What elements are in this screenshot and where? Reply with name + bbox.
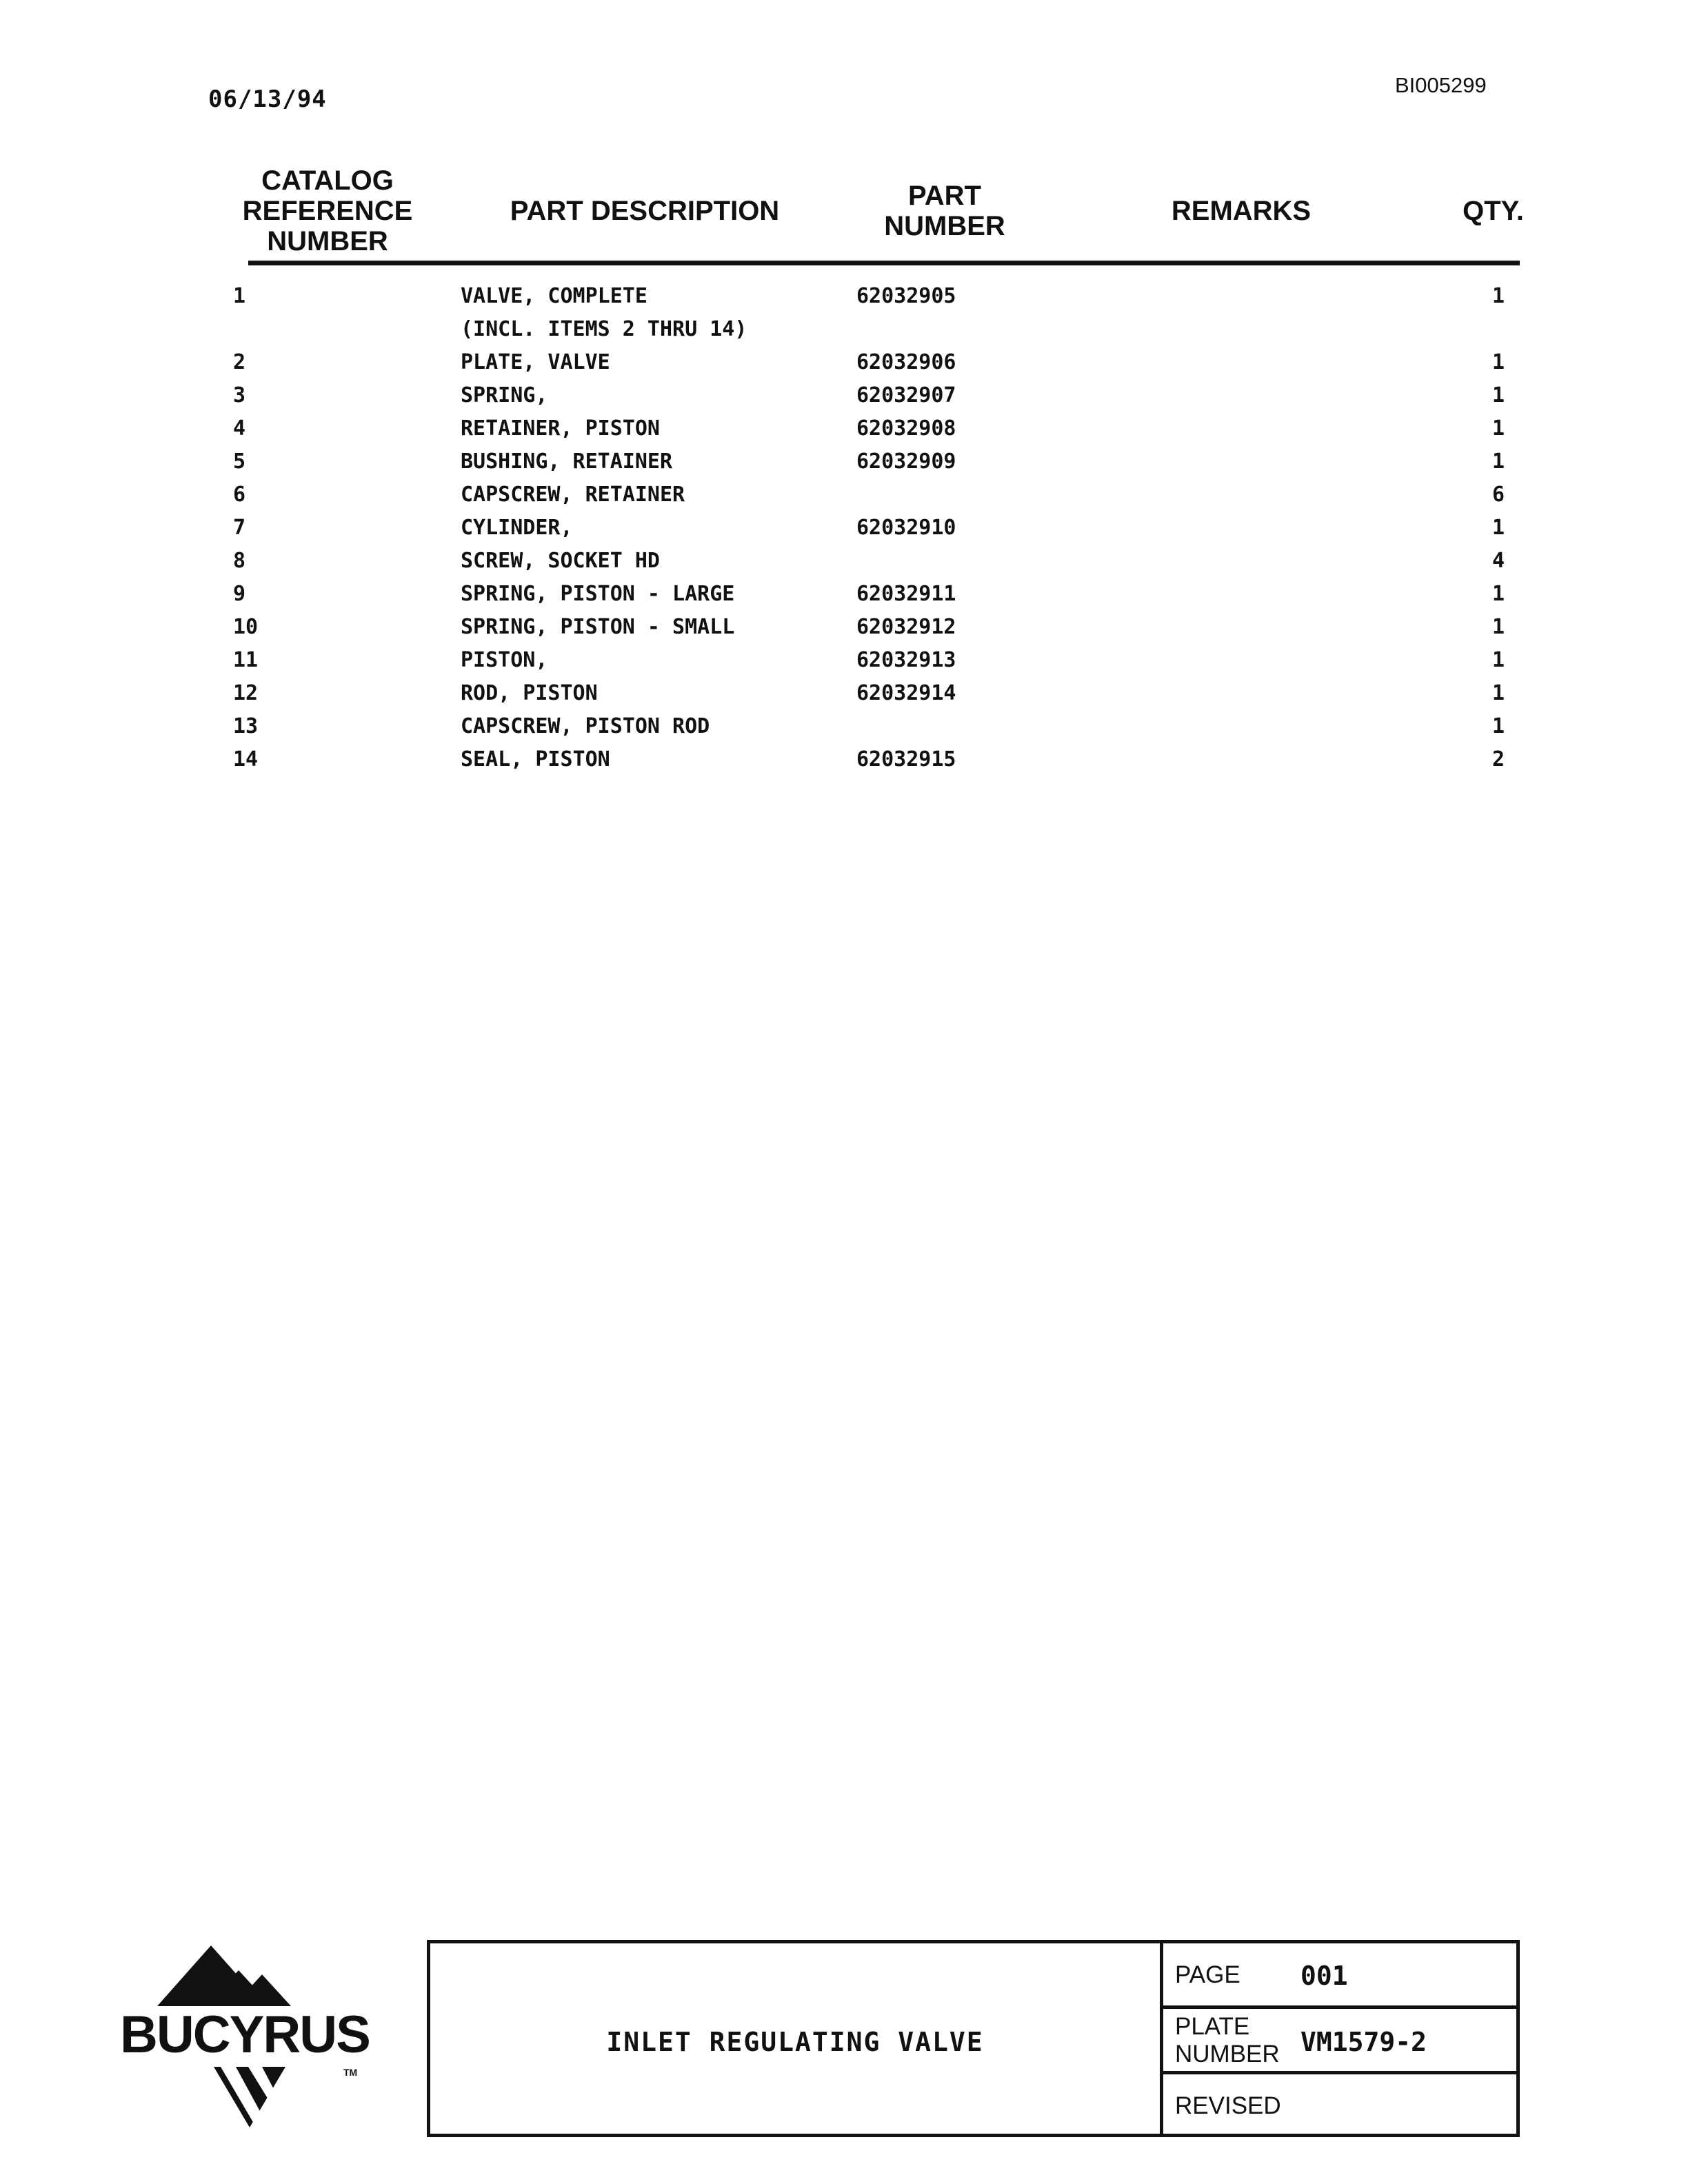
catalog-ref-cell: 10 <box>233 615 259 639</box>
qty-cell: 4 <box>1491 549 1505 573</box>
description-cell: PLATE, VALVE <box>461 350 610 374</box>
catalog-ref-cell: 4 <box>233 416 246 441</box>
qty-cell: 1 <box>1491 449 1505 474</box>
description-cell: SPRING, <box>461 383 548 407</box>
part-number-cell: 62032914 <box>856 681 956 705</box>
logo-wordmark: BUCYRUS <box>120 2005 370 2064</box>
part-number-cell: 62032910 <box>856 516 956 540</box>
header-divider <box>248 261 1520 265</box>
description-cell: RETAINER, PISTON <box>461 416 660 441</box>
part-number-cell: 62032906 <box>856 350 956 374</box>
column-header-part-number <box>848 181 1041 241</box>
qty-cell: 1 <box>1491 284 1505 308</box>
column-header-line: PART <box>908 181 981 211</box>
catalog-ref-cell: 8 <box>233 549 246 573</box>
qty-cell: 1 <box>1491 582 1505 606</box>
title-block-divider <box>1160 1940 1163 2137</box>
column-header-line: NUMBER <box>267 226 388 256</box>
part-number-cell: 62032905 <box>856 284 956 308</box>
description-cell: VALVE, COMPLETE <box>461 284 647 308</box>
description-cell: SEAL, PISTON <box>461 747 610 771</box>
page-label: PAGE <box>1175 1961 1240 1988</box>
plate-number-label <box>1175 2013 1280 2068</box>
catalog-ref-cell: 6 <box>233 483 246 507</box>
trademark-mark: TM <box>343 2067 358 2078</box>
qty-cell: 1 <box>1491 681 1505 705</box>
document-id: BI005299 <box>1395 73 1487 97</box>
part-number-cell: 62032907 <box>856 383 956 407</box>
description-cell: BUSHING, RETAINER <box>461 449 673 474</box>
qty-cell: 1 <box>1491 416 1505 441</box>
print-date: 06/13/94 <box>208 85 327 113</box>
description-cell: SCREW, SOCKET HD <box>461 549 660 573</box>
revised-label: REVISED <box>1175 2092 1281 2119</box>
catalog-ref-cell: 2 <box>233 350 246 374</box>
column-header-remarks: REMARKS <box>1171 196 1312 226</box>
page-number: 001 <box>1300 1961 1348 1991</box>
description-cell: CAPSCREW, PISTON ROD <box>461 714 710 738</box>
qty-cell: 1 <box>1491 714 1505 738</box>
description-cell: (INCL. ITEMS 2 THRU 14) <box>461 317 747 341</box>
part-number-cell: 62032913 <box>856 648 956 672</box>
column-header-line: NUMBER <box>884 211 1005 241</box>
plate-label-line: NUMBER <box>1175 2041 1280 2067</box>
part-number-cell: 62032908 <box>856 416 956 441</box>
catalog-ref-cell: 12 <box>233 681 259 705</box>
description-cell: CYLINDER, <box>461 516 573 540</box>
description-cell: SPRING, PISTON - LARGE <box>461 582 735 606</box>
qty-cell: 1 <box>1491 516 1505 540</box>
plate-number: VM1579-2 <box>1300 2027 1427 2057</box>
qty-cell: 1 <box>1491 350 1505 374</box>
column-header-description: PART DESCRIPTION <box>510 196 780 226</box>
qty-cell: 2 <box>1491 747 1505 771</box>
description-cell: CAPSCREW, RETAINER <box>461 483 685 507</box>
drawing-title: INLET REGULATING VALVE <box>606 2027 984 2057</box>
part-number-cell: 62032909 <box>856 449 956 474</box>
part-number-cell: 62032911 <box>856 582 956 606</box>
qty-cell: 6 <box>1491 483 1505 507</box>
catalog-ref-cell: 1 <box>233 284 246 308</box>
catalog-ref-cell: 3 <box>233 383 246 407</box>
title-block-rule <box>1160 2071 1520 2074</box>
catalog-ref-cell: 11 <box>233 648 259 672</box>
qty-cell: 1 <box>1491 615 1505 639</box>
catalog-ref-cell: 9 <box>233 582 246 606</box>
qty-cell: 1 <box>1491 648 1505 672</box>
column-header-line: REFERENCE <box>242 196 413 226</box>
description-cell: PISTON, <box>461 648 548 672</box>
qty-cell: 1 <box>1491 383 1505 407</box>
catalog-ref-cell: 5 <box>233 449 246 474</box>
part-number-cell: 62032915 <box>856 747 956 771</box>
part-number-cell: 62032912 <box>856 615 956 639</box>
catalog-ref-cell: 14 <box>233 747 259 771</box>
description-cell: SPRING, PISTON - SMALL <box>461 615 735 639</box>
description-cell: ROD, PISTON <box>461 681 598 705</box>
column-header-line: CATALOG <box>261 165 394 196</box>
column-header-qty: QTY. <box>1463 196 1524 226</box>
plate-label-line: PLATE <box>1175 2013 1250 2040</box>
column-header-catalog-ref <box>228 165 428 256</box>
catalog-ref-cell: 7 <box>233 516 246 540</box>
catalog-ref-cell: 13 <box>233 714 259 738</box>
title-block-rule <box>1160 2005 1520 2009</box>
